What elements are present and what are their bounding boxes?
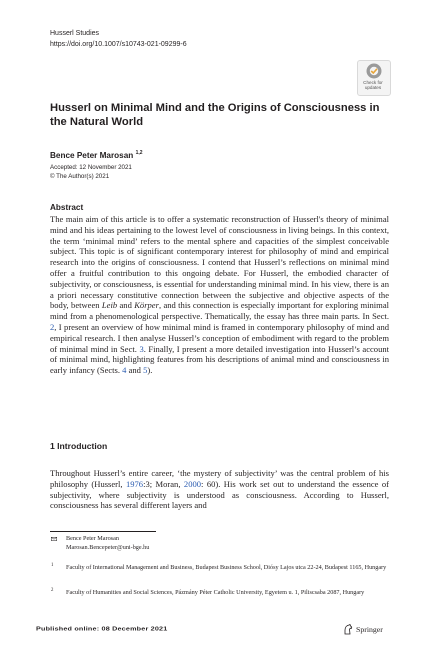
article-title: Husserl on Minimal Mind and the Origins of Consciousness in the Natural World [50, 102, 380, 128]
author-line [50, 148, 143, 161]
author-affiliation-marks[interactable]: 1,2 [135, 150, 143, 156]
publisher-name: Springer [356, 625, 383, 634]
citation-husserl-1976-link[interactable]: 1976 [125, 478, 144, 489]
section-5-link[interactable]: 5 [143, 365, 148, 376]
check-for-updates-button[interactable] [357, 60, 391, 96]
intro-text-part: Throughout Husserl’s entire career, ‘the mystery of subjectivity’ was the central problem of his philosophy (Husserl, [50, 468, 389, 489]
correspondence-name: Bence Peter Marosan [66, 535, 119, 542]
doi-link[interactable]: https://doi.org/10.1007/s10743-021-09299-6 [50, 41, 187, 48]
intro-text-part: :3; Moran, [143, 478, 184, 489]
published-online-date: Published online: 08 December 2021 [36, 625, 168, 633]
citation-moran-2000-link[interactable]: 2000 [183, 478, 202, 489]
section-4-link[interactable]: 4 [122, 365, 127, 376]
springer-horse-icon [343, 624, 353, 635]
author-name[interactable]: Bence Peter Marosan [50, 151, 134, 160]
abstract-text [50, 214, 389, 376]
mail-icon [51, 537, 57, 541]
section-2-link[interactable]: 2 [50, 321, 55, 332]
accepted-date: Accepted: 12 November 2021 [50, 164, 132, 171]
journal-name: Husserl Studies [50, 30, 100, 37]
abstract-heading: Abstract [50, 203, 84, 212]
affiliation-2-number: 2 [51, 588, 54, 593]
section-3-link[interactable]: 3 [139, 343, 144, 354]
term-korper: Körper [134, 300, 159, 311]
introduction-text [50, 468, 389, 511]
check-for-updates-label[interactable] [357, 80, 389, 90]
check-for-updates-line-1: Check for [363, 80, 383, 85]
term-leib: Leib [101, 300, 118, 311]
intro-text-part: : 60). His work set out to understand the essence of subjectivity, where subjectivity is understood as consciousness. According to Husserl, consciousness has several different layers and [50, 478, 390, 511]
abstract-text-part: and [117, 300, 135, 311]
abstract-text-part: The main aim of this article is to offer a systematic reconstruction of Husserl's theory of minimal mind and his ideas pertaining to the lowest level of consciousness in living beings. In this context, the term ‘minimal mind’ refers to the mental sphere and capacities of the simplest conceivable subject. This topic is of significant contemporary interest for philosophy of mind and empirical research into the origins of consciousness. I contend that Husserl’s reflections on minimal mind offer a fruitful contribution to this ongoing debate. For Husserl, the embodied character of subjectivity, or consciousness, is essential for understanding minimal mind. In his view, there is an a priori necessary constitutive connection between the subjective and objective aspects of the body, between [50, 214, 389, 311]
abstract-text-part: , I present an overview of how minimal mind is framed in contemporary philosophy of mind and empirical research. I then analyse Husserl’s conception of embodiment with regard to the problem of minimal mind in Sect. [50, 321, 389, 354]
abstract-text-part: ). [147, 365, 153, 376]
crossmark-icon [358, 62, 390, 82]
affiliation-1-text: Faculty of International Management and Business, Budapest Business School, Diósy Lajos utca 22-24, Budapest 1165, Hungary [66, 564, 387, 571]
affiliation-2-text: Faculty of Humanities and Social Sciences, Pázmány Péter Catholic University, Egyetem u. 1, Piliscsaba 2087, Hungary [66, 589, 365, 596]
correspondence-email-link[interactable]: Marosan.Bencepeter@uni-bge.hu [66, 544, 150, 551]
footnote-divider [50, 531, 156, 532]
introduction-heading: 1 Introduction [50, 441, 108, 451]
abstract-text-part: . Finally, I present a more detailed investigation into Husserl’s account of minimal mind, highlighting features from his descriptions of animal mind and consciousness in early infancy (Sects. [50, 343, 389, 376]
affiliation-1-number: 1 [51, 563, 54, 568]
abstract-text-part: and [126, 365, 144, 376]
copyright-notice: © The Author(s) 2021 [50, 173, 110, 180]
abstract-text-part: , and this connection is especially important for exploring minimal mind from a phenomenological perspective. Thematically, the essay has three main parts. In Sect. [50, 300, 389, 322]
check-for-updates-line-2: updates [364, 85, 382, 90]
